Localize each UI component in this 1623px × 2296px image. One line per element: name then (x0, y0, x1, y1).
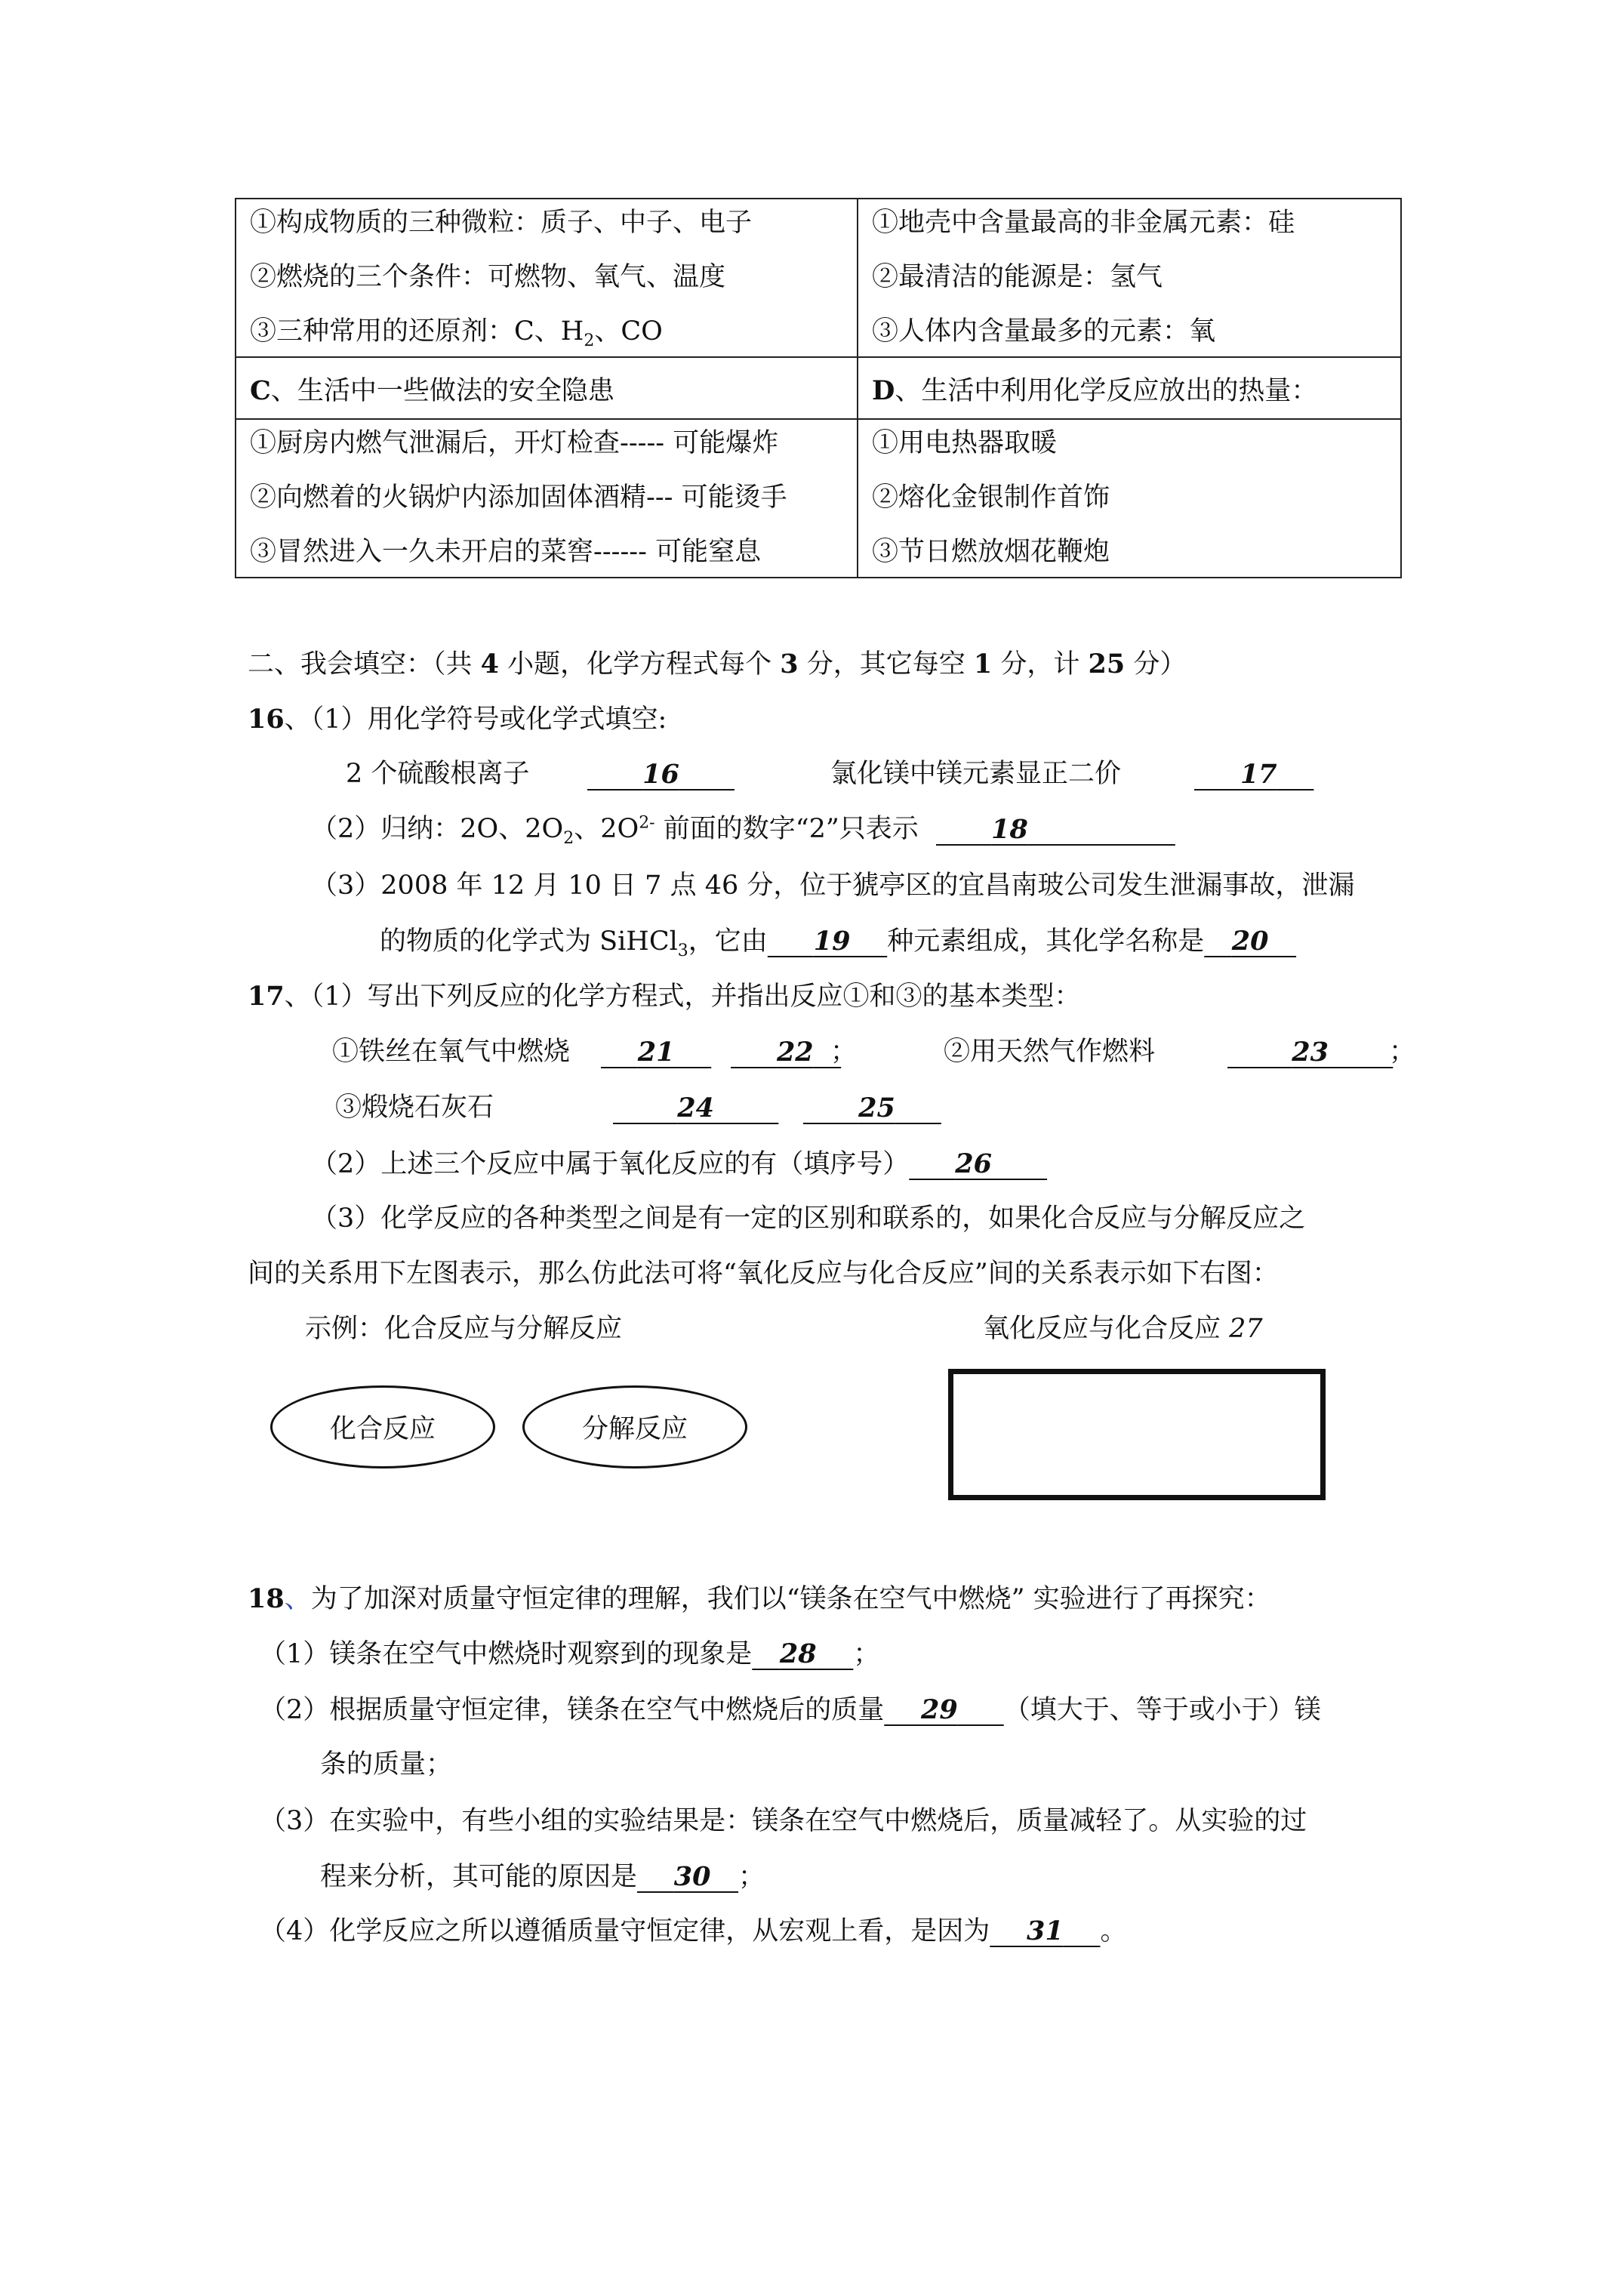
answer-blank-30[interactable] (637, 1861, 738, 1892)
answer-blank-25[interactable] (803, 1095, 941, 1121)
answer-blank-22[interactable] (731, 1037, 841, 1068)
question-number: 16 (248, 704, 285, 735)
answer-blank-26[interactable] (909, 1148, 1047, 1179)
q16-part3-line2 (380, 926, 1296, 960)
part-text: 程来分析，其可能的原因是 (320, 1862, 638, 1892)
question-sep: 、 (284, 982, 311, 1012)
table-line: ③冒然进入一久未开启的菜窖------ 可能窒息 (250, 537, 762, 567)
q16-part2 (311, 813, 919, 848)
answer-blank-16[interactable] (587, 759, 735, 790)
answer-blank-29[interactable] (884, 1694, 1003, 1725)
table-line: ③节日燃放烟花鞭炮 (872, 537, 1110, 567)
table-line: ②最清洁的能源是：氢气 (872, 262, 1163, 292)
table-text: 、CO (594, 316, 663, 347)
blank-number: 29 (921, 1694, 958, 1725)
q16-part1 (248, 706, 667, 733)
part-text: ； (853, 1639, 880, 1669)
part-text: 用化学符号或化学式填空: (367, 704, 667, 735)
question-number: 17 (248, 981, 285, 1012)
table-line: ①厨房内燃气泄漏后，开灯检查----- 可能爆炸 (250, 428, 779, 458)
part-number: （1） (260, 1639, 330, 1669)
q18-part3 (260, 1808, 1307, 1835)
title-part: 25 (1088, 649, 1126, 680)
title-part: 3 (780, 649, 799, 680)
question-number: 18 (248, 1583, 285, 1614)
answer-blank-23[interactable] (1227, 1037, 1393, 1068)
table-line: ①用电热器取暖 (872, 428, 1058, 458)
table-line: ②向燃着的火锅炉内添加固体酒精--- 可能烫手 (250, 482, 787, 513)
table-cell (858, 419, 1401, 578)
intro-text: 为了加深对质量守恒定律的理解，我们以“镁条在空气中燃烧” 实验进行了再探究： (310, 1584, 1271, 1614)
part-text: 镁条在空气中燃烧时观察到的现象是 (329, 1639, 753, 1669)
table-cell (858, 199, 1401, 357)
title-part: 1 (973, 649, 993, 680)
section-title (248, 651, 1186, 678)
part-text: 化学反应的各种类型之间是有一定的区别和联系的，如果化合反应与分解反应之 (380, 1203, 1306, 1234)
q17-part1 (248, 983, 1081, 1010)
part-text: 化学反应之所以遵循质量守恒定律，从宏观上看，是因为 (329, 1916, 990, 1946)
blank-number: 30 (673, 1861, 711, 1892)
part-number: （2） (260, 1695, 330, 1725)
label-text: 氧化反应与化合反应 (983, 1314, 1221, 1344)
blank-number: 22 (776, 1037, 814, 1068)
table-line: ①构成物质的三种微粒：质子、中子、电子 (250, 208, 753, 238)
blank-number: 24 (677, 1093, 715, 1123)
semicolon: ； (1389, 1037, 1416, 1067)
blank-number: 26 (955, 1148, 992, 1179)
q17-part2 (311, 1148, 1047, 1179)
ellipse-decomposition (522, 1385, 747, 1469)
part-text: 根据质量守恒定律，镁条在空气中燃烧后的质量 (329, 1695, 885, 1725)
answer-box-27[interactable] (948, 1369, 1326, 1500)
part-text: 在实验中，有些小组的实验结果是：镁条在空气中燃烧后，质量减轻了。从实验的过 (329, 1806, 1307, 1836)
blank-number: 16 (642, 759, 679, 790)
q18-intro (248, 1583, 1271, 1614)
answer-blank-20[interactable] (1204, 926, 1296, 957)
blank-number: 19 (813, 926, 851, 957)
part-number: （2） (311, 814, 381, 844)
part-text: （填大于、等于或小于）镁 (1003, 1695, 1321, 1725)
answer-blank-19[interactable] (768, 926, 887, 957)
part-text: ，它由 (688, 926, 768, 957)
table-heading-c (236, 357, 858, 419)
title-part: 分，计 (992, 649, 1089, 680)
reaction-2: ②用天然气作燃料 (944, 1037, 1156, 1067)
blank-number: 17 (1240, 759, 1277, 790)
table-line (250, 316, 843, 350)
part-number: （3） (311, 871, 381, 901)
title-part: 分，其它每空 (798, 649, 974, 680)
blank-number: 20 (1231, 926, 1269, 957)
q18-part2-line2: 条的质量； (320, 1749, 453, 1780)
answer-blank-18[interactable] (936, 816, 1175, 843)
q16-item-b: 氯化镁中镁元素显正二价 (830, 759, 1122, 789)
table-row (236, 419, 1401, 578)
subscript: 2 (563, 829, 574, 848)
table-cell (236, 419, 858, 578)
knowledge-table (235, 198, 1402, 578)
example-label: 示例：化合反应与分解反应 (305, 1314, 623, 1344)
subscript: 3 (677, 942, 688, 960)
part-number: （4） (260, 1916, 330, 1946)
part-number: （3） (260, 1806, 330, 1836)
answer-blank-31[interactable] (990, 1915, 1100, 1946)
table-line: ③人体内含量最多的元素：氧 (872, 316, 1216, 347)
blank-number: 25 (858, 1093, 895, 1123)
part-text: ； (738, 1862, 765, 1892)
reaction-3: ③煅烧石灰石 (335, 1093, 494, 1123)
table-line: ①地壳中含量最高的非金属元素：硅 (872, 208, 1295, 238)
table-line: ②燃烧的三个条件：可燃物、氧气、温度 (250, 262, 726, 292)
question-sep: 、 (284, 1584, 311, 1614)
title-part: 分） (1125, 649, 1187, 680)
title-part: 4 (480, 649, 499, 680)
part-text: 前面的数字“2”只表示 (654, 814, 919, 844)
q18-part1 (260, 1638, 880, 1669)
table-text: ③三种常用的还原剂：C、H (250, 316, 584, 347)
q16-item-a: 2 个硫酸根离子 (346, 759, 530, 789)
part-number: （1） (310, 982, 368, 1012)
answer-blank-24[interactable] (613, 1095, 778, 1121)
blank-number: 31 (1027, 1915, 1064, 1946)
title-part: 小题，化学方程式每个 (499, 649, 781, 680)
superscript: 2- (639, 813, 655, 833)
q18-part3-line2 (320, 1863, 765, 1891)
part-number: （3） (311, 1203, 381, 1234)
part-text: 归纳：2O、2O (380, 814, 564, 844)
right-diagram-label (983, 1316, 1263, 1342)
part-text: 的物质的化学式为 SiHCl (380, 926, 678, 957)
blank-number-27: 27 (1229, 1314, 1263, 1344)
blank-number: 28 (779, 1638, 817, 1669)
table-line: ②熔化金银制作首饰 (872, 482, 1110, 513)
heading-letter: C (250, 375, 271, 406)
subscript: 2 (584, 331, 595, 350)
answer-blank-28[interactable] (752, 1638, 853, 1669)
answer-blank-17[interactable] (1194, 759, 1313, 790)
part-text: 2008 年 12 月 10 日 7 点 46 分，位于猇亭区的宜昌南玻公司发生泄漏事故，泄漏 (380, 871, 1355, 901)
q16-part3 (311, 873, 1354, 899)
table-row (236, 357, 1401, 419)
heading-text: 、生活中利用化学反应放出的热量： (895, 376, 1318, 406)
semicolon: ； (830, 1037, 858, 1067)
answer-blank-21[interactable] (601, 1037, 711, 1068)
ellipse-combination (270, 1385, 495, 1469)
part-text: 种元素组成，其化学名称是 (887, 926, 1205, 957)
q18-part4 (260, 1915, 1127, 1946)
part-text: 上述三个反应中属于氧化反应的有（填序号） (380, 1149, 910, 1179)
part-text: 写出下列反应的化学方程式，并指出反应①和③的基本类型： (367, 982, 1081, 1012)
reaction-1: ①铁丝在氧气中燃烧 (332, 1037, 571, 1067)
table-heading-d (858, 357, 1401, 419)
part-text: 、2O (574, 814, 639, 844)
table-cell (236, 199, 858, 357)
blank-number: 23 (1292, 1037, 1329, 1068)
table-row (236, 199, 1401, 357)
ellipse-label: 化合反应 (329, 1414, 436, 1444)
part-number: （1） (310, 704, 368, 735)
blank-number: 21 (637, 1037, 675, 1068)
part-number: （2） (311, 1149, 381, 1179)
title-part: 二、我会填空：（共 (248, 649, 481, 680)
q18-part2 (260, 1694, 1321, 1725)
ellipse-label: 分解反应 (581, 1414, 688, 1444)
q17-part3-line2: 间的关系用下左图表示，那么仿此法可将“氧化反应与化合反应”间的关系表示如下右图： (248, 1259, 1279, 1289)
q17-part3 (311, 1203, 1306, 1234)
part-text: 。 (1100, 1916, 1127, 1946)
heading-letter: D (872, 375, 895, 406)
blank-number: 18 (991, 814, 1028, 845)
question-sep: 、 (284, 704, 311, 735)
heading-text: 、生活中一些做法的安全隐患 (270, 376, 614, 406)
